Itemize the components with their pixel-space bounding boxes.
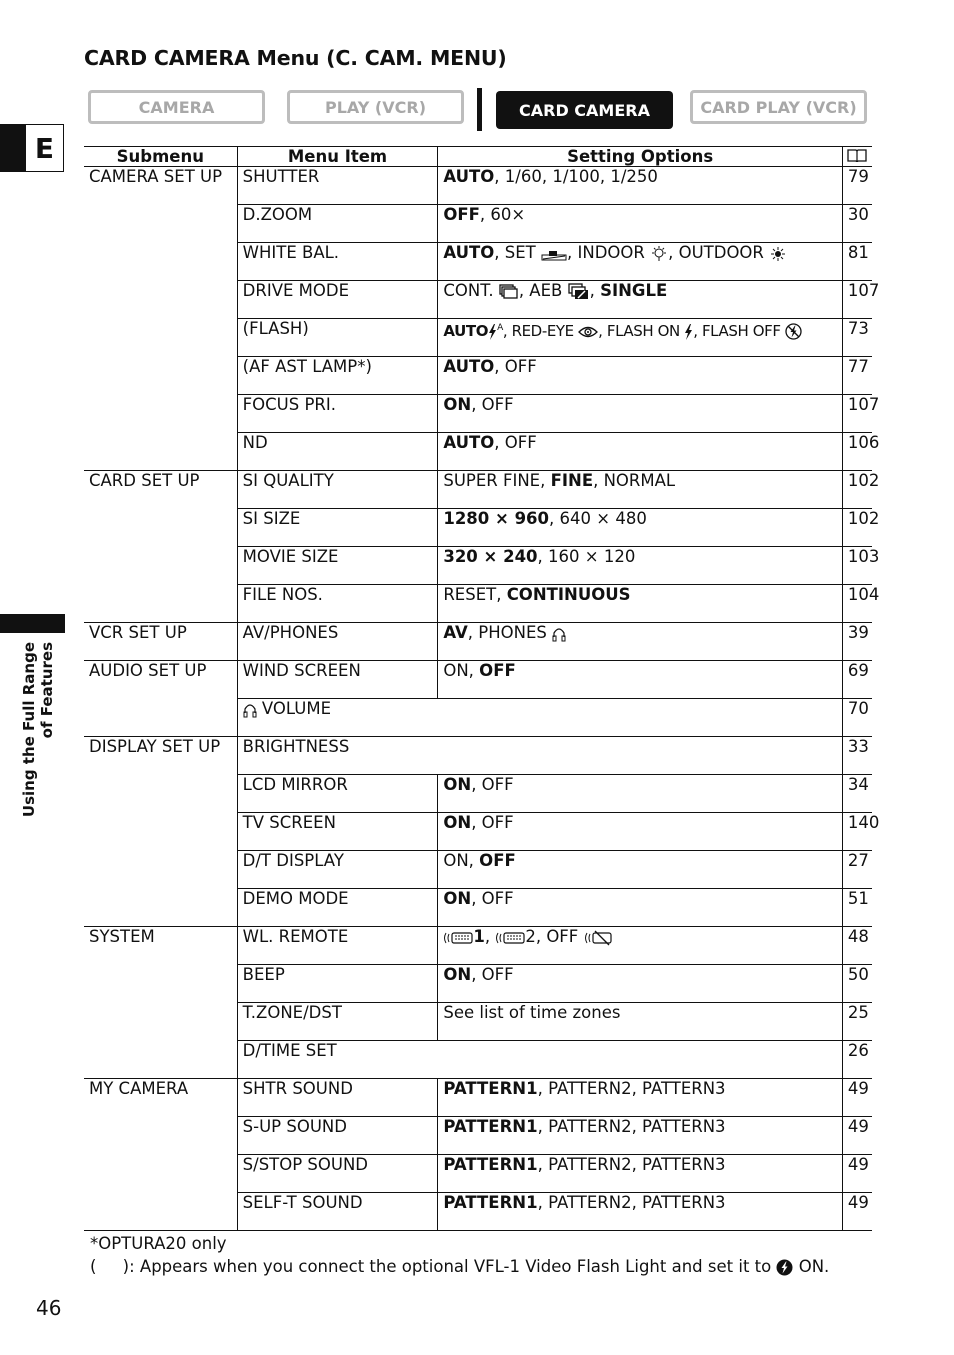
setting-cell: ON, OFF xyxy=(438,395,843,433)
page-cell: 103 xyxy=(842,547,872,585)
submenu-cell xyxy=(84,395,237,433)
indoor-bulb-icon xyxy=(650,246,668,262)
page-cell: 70 xyxy=(842,699,872,737)
outdoor-sun-icon xyxy=(769,246,787,262)
table-row xyxy=(84,281,872,319)
footnote-optura: *OPTURA20 only xyxy=(90,1234,227,1253)
page-cell: 107 xyxy=(842,281,872,319)
setting-cell: PATTERN1, PATTERN2, PATTERN3 xyxy=(438,1193,843,1231)
setting-cell: AUTO, OFF xyxy=(438,357,843,395)
submenu-cell xyxy=(84,205,237,243)
submenu-cell: DISPLAY SET UP xyxy=(84,737,237,775)
page-cell: 49 xyxy=(842,1079,872,1117)
page-cell: 33 xyxy=(842,737,872,775)
page-number: 46 xyxy=(36,1296,62,1320)
menu-table xyxy=(84,146,880,1231)
page-cell: 30 xyxy=(842,205,872,243)
submenu-cell xyxy=(84,243,237,281)
table-row xyxy=(84,205,872,243)
setting-cell: AV, PHONES xyxy=(438,623,843,661)
table-row xyxy=(84,1155,872,1193)
submenu-cell xyxy=(84,547,237,585)
menu-item-cell: WHITE BAL. xyxy=(237,243,438,281)
table-row xyxy=(84,661,872,699)
submenu-cell xyxy=(84,699,237,737)
table-row xyxy=(84,699,872,737)
menu-item-cell: AV/PHONES xyxy=(237,623,438,661)
menu-item-cell: D.ZOOM xyxy=(237,205,438,243)
setting-cell: PATTERN1, PATTERN2, PATTERN3 xyxy=(438,1117,843,1155)
menu-item-cell: (FLASH) xyxy=(237,319,438,357)
setting-cell: CONT. , AEB , SINGLE xyxy=(438,281,843,319)
page-cell: 26 xyxy=(842,1041,872,1079)
menu-item-cell: D/TIME SET xyxy=(237,1041,842,1079)
wb-set-icon xyxy=(541,247,567,261)
menu-item-cell: BEEP xyxy=(237,965,438,1003)
setting-cell: ON, OFF xyxy=(438,965,843,1003)
table-row xyxy=(84,319,872,357)
page-cell: 106 xyxy=(842,433,872,471)
submenu-cell: CAMERA SET UP xyxy=(84,167,237,205)
table-row xyxy=(84,965,872,1003)
side-bar xyxy=(0,614,65,633)
table-row xyxy=(84,851,872,889)
header-page xyxy=(842,147,872,167)
page-cell: 49 xyxy=(842,1193,872,1231)
submenu-cell xyxy=(84,585,237,623)
setting-cell: ON, OFF xyxy=(438,775,843,813)
menu-item-cell: SHTR SOUND xyxy=(237,1079,438,1117)
submenu-cell: VCR SET UP xyxy=(84,623,237,661)
submenu-cell xyxy=(84,433,237,471)
submenu-cell xyxy=(84,889,237,927)
page-cell: 34 xyxy=(842,775,872,813)
setting-cell: AUTO $^A$, RED-EYE , FLASH ON , FLASH OFF xyxy=(438,319,843,357)
page-cell: 79 xyxy=(842,167,872,205)
footnote-flash: ( ): Appears when you connect the optional VFL-1 Video Flash Light and set it to ON. xyxy=(90,1257,830,1276)
menu-item-cell: D/T DISPLAY xyxy=(237,851,438,889)
page-cell: 48 xyxy=(842,927,872,965)
aeb-icon xyxy=(568,283,590,301)
submenu-cell xyxy=(84,509,237,547)
menu-item-cell: SELF-T SOUND xyxy=(237,1193,438,1231)
setting-cell: 1, 2, OFF xyxy=(438,927,843,965)
tab-camera: CAMERA xyxy=(88,90,265,124)
table-row xyxy=(84,623,872,661)
remote-sensor-icon xyxy=(443,931,473,945)
book-icon xyxy=(847,148,867,162)
submenu-cell xyxy=(84,319,237,357)
table-row xyxy=(84,737,872,775)
page-cell: 104 xyxy=(842,585,872,623)
table-row xyxy=(84,395,872,433)
menu-item-cell: WIND SCREEN xyxy=(237,661,438,699)
flash-off-icon xyxy=(785,323,802,340)
page-cell: 107 xyxy=(842,395,872,433)
setting-cell: ON, OFF xyxy=(438,813,843,851)
menu-item-cell: VOLUME xyxy=(237,699,842,737)
menu-item-cell: ND xyxy=(237,433,438,471)
menu-item-cell: S/STOP SOUND xyxy=(237,1155,438,1193)
submenu-cell xyxy=(84,1041,237,1079)
setting-cell: AUTO, 1/60, 1/100, 1/250 xyxy=(438,167,843,205)
submenu-cell: CARD SET UP xyxy=(84,471,237,509)
menu-item-cell: FOCUS PRI. xyxy=(237,395,438,433)
menu-item-cell: SHUTTER xyxy=(237,167,438,205)
header-menu-item: Menu Item xyxy=(237,147,438,167)
setting-cell: SUPER FINE, FINE, NORMAL xyxy=(438,471,843,509)
page-title: CARD CAMERA Menu (C. CAM. MENU) xyxy=(84,46,507,70)
header-submenu: Submenu xyxy=(84,147,237,167)
submenu-cell xyxy=(84,813,237,851)
submenu-cell xyxy=(84,281,237,319)
continuous-shooting-icon xyxy=(499,284,519,300)
page-cell: 27 xyxy=(842,851,872,889)
page-cell: 102 xyxy=(842,471,872,509)
tab-play-vcr: PLAY (VCR) xyxy=(287,90,464,124)
page-cell: 73 xyxy=(842,319,872,357)
table-row xyxy=(84,1041,872,1079)
setting-cell: See list of time zones xyxy=(438,1003,843,1041)
page-cell: 69 xyxy=(842,661,872,699)
setting-cell: ON, OFF xyxy=(438,851,843,889)
setting-cell: OFF, 60× xyxy=(438,205,843,243)
table-row xyxy=(84,927,872,965)
menu-item-cell: S-UP SOUND xyxy=(237,1117,438,1155)
flash-on-icon xyxy=(684,324,693,340)
tab-card-camera: CARD CAMERA xyxy=(496,91,673,129)
table-row xyxy=(84,1117,872,1155)
page-cell: 49 xyxy=(842,1117,872,1155)
menu-item-cell: TV SCREEN xyxy=(237,813,438,851)
table-row xyxy=(84,471,872,509)
side-label-line1: Using the Full Range xyxy=(20,642,38,818)
table-row xyxy=(84,357,872,395)
header-setting-options: Setting Options xyxy=(438,147,843,167)
setting-cell: PATTERN1, PATTERN2, PATTERN3 xyxy=(438,1155,843,1193)
flash-icon xyxy=(488,324,497,340)
table-row xyxy=(84,889,872,927)
table-row xyxy=(84,1193,872,1231)
section-letter: E xyxy=(26,124,64,172)
tab-card-play-vcr: CARD PLAY (VCR) xyxy=(690,90,867,124)
submenu-cell xyxy=(84,851,237,889)
setting-cell: 1280 × 960, 640 × 480 xyxy=(438,509,843,547)
setting-cell: AUTO, OFF xyxy=(438,433,843,471)
table-row xyxy=(84,167,872,205)
menu-item-cell: SI SIZE xyxy=(237,509,438,547)
submenu-cell: MY CAMERA xyxy=(84,1079,237,1117)
side-label xyxy=(20,642,80,830)
page-cell: 77 xyxy=(842,357,872,395)
headphones-icon xyxy=(552,626,566,642)
submenu-cell xyxy=(84,1193,237,1231)
submenu-cell xyxy=(84,1117,237,1155)
setting-cell: RESET, CONTINUOUS xyxy=(438,585,843,623)
table-row xyxy=(84,509,872,547)
table-row xyxy=(84,547,872,585)
page-cell: 39 xyxy=(842,623,872,661)
table-row xyxy=(84,433,872,471)
submenu-cell xyxy=(84,965,237,1003)
flash-circle-icon xyxy=(776,1259,793,1276)
table-row xyxy=(84,243,872,281)
red-eye-icon xyxy=(578,325,598,339)
setting-cell: ON, OFF xyxy=(438,661,843,699)
page-cell: 102 xyxy=(842,509,872,547)
remote-sensor-icon xyxy=(495,931,525,945)
setting-cell: 320 × 240, 160 × 120 xyxy=(438,547,843,585)
page-cell: 50 xyxy=(842,965,872,1003)
page-cell: 140 xyxy=(842,813,872,851)
headphones-icon xyxy=(243,702,257,718)
menu-item-cell: BRIGHTNESS xyxy=(237,737,842,775)
submenu-cell xyxy=(84,1003,237,1041)
menu-item-cell: LCD MIRROR xyxy=(237,775,438,813)
setting-cell: ON, OFF xyxy=(438,889,843,927)
menu-item-cell: SI QUALITY xyxy=(237,471,438,509)
table-row xyxy=(84,775,872,813)
table-row xyxy=(84,813,872,851)
menu-item-cell: MOVIE SIZE xyxy=(237,547,438,585)
menu-item-cell: DEMO MODE xyxy=(237,889,438,927)
menu-item-cell: (AF AST LAMP*) xyxy=(237,357,438,395)
side-label-line2: of Features xyxy=(38,642,56,739)
tab-divider xyxy=(477,88,482,131)
setting-cell: AUTO, SET , INDOOR , OUTDOOR xyxy=(438,243,843,281)
menu-item-cell: WL. REMOTE xyxy=(237,927,438,965)
page-cell: 81 xyxy=(842,243,872,281)
submenu-cell: AUDIO SET UP xyxy=(84,661,237,699)
table-row xyxy=(84,1003,872,1041)
page-cell: 25 xyxy=(842,1003,872,1041)
table-row xyxy=(84,1079,872,1117)
submenu-cell xyxy=(84,1155,237,1193)
table-row xyxy=(84,585,872,623)
submenu-cell xyxy=(84,357,237,395)
menu-item-cell: FILE NOS. xyxy=(237,585,438,623)
menu-item-cell: DRIVE MODE xyxy=(237,281,438,319)
page-cell: 51 xyxy=(842,889,872,927)
remote-off-icon xyxy=(584,930,614,946)
menu-item-cell: T.ZONE/DST xyxy=(237,1003,438,1041)
submenu-cell: SYSTEM xyxy=(84,927,237,965)
setting-cell: PATTERN1, PATTERN2, PATTERN3 xyxy=(438,1079,843,1117)
page-cell: 49 xyxy=(842,1155,872,1193)
submenu-cell xyxy=(84,775,237,813)
section-marker-block xyxy=(0,124,26,172)
